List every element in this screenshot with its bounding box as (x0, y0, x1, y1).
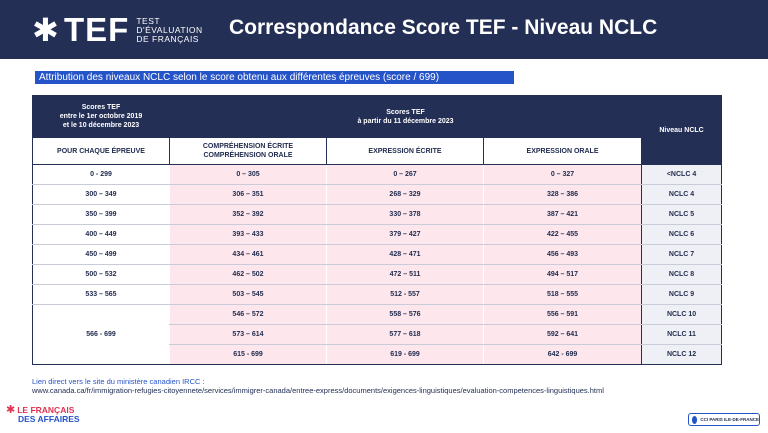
table-row (33, 285, 722, 305)
cell-oral: 518 – 555 (484, 285, 642, 305)
cell-written: 558 – 576 (327, 305, 484, 325)
logo-text: TEF (64, 11, 130, 48)
cell-comprehension: 393 – 433 (170, 225, 327, 245)
tef-logo (32, 11, 203, 48)
cell-old-score: 500 – 532 (33, 265, 170, 285)
cell-written: 577 – 618 (327, 325, 484, 345)
col-comprehension (170, 138, 327, 165)
header-line: Scores TEF (386, 108, 425, 116)
cell-oral: 494 – 517 (484, 265, 642, 285)
cell-comprehension: 0 – 305 (170, 165, 327, 185)
cell-comprehension: 546 – 572 (170, 305, 327, 325)
cell-nclc: NCLC 9 (642, 285, 722, 305)
badge-text: CCI PARIS ILE-DE-FRANCE (700, 417, 759, 422)
header-new-scores (170, 96, 642, 138)
cell-written: 0 – 267 (327, 165, 484, 185)
cell-nclc: NCLC 8 (642, 265, 722, 285)
cell-comprehension: 352 – 392 (170, 205, 327, 225)
cell-written: 472 – 511 (327, 265, 484, 285)
table-row (33, 185, 722, 205)
cell-oral: 556 – 591 (484, 305, 642, 325)
logo-line: DES AFFAIRES (18, 414, 80, 424)
header-line: entre le 1er octobre 2019 (59, 113, 143, 120)
col-written-expression: EXPRESSION ÉCRITE (327, 138, 484, 165)
section-subtitle: Attribution des niveaux NCLC selon le score obtenu aux différentes épreuves (score / 699) (35, 71, 514, 84)
cell-nclc: NCLC 7 (642, 245, 722, 265)
score-table (32, 95, 722, 365)
cell-nclc: NCLC 6 (642, 225, 722, 245)
header-bar (0, 0, 768, 59)
cell-comprehension: 462 – 502 (170, 265, 327, 285)
cci-badge (688, 413, 760, 426)
cell-oral: 642 - 699 (484, 345, 642, 365)
cell-old-score: 300 – 349 (33, 185, 170, 205)
cell-written: 268 – 329 (327, 185, 484, 205)
cell-old-score: 400 – 449 (33, 225, 170, 245)
header-line: et le 10 décembre 2023 (62, 122, 140, 129)
asterisk-icon: ✱ (32, 12, 59, 48)
table-row (33, 165, 722, 185)
cell-oral: 592 – 641 (484, 325, 642, 345)
cell-old-score: 533 – 565 (33, 285, 170, 305)
ircc-link[interactable]: www.canada.ca/fr/immigration-refugies-citoyennete/services/immigrer-canada/entree-express/documents/exigences-linguistiques/evaluation-competences-linguistiques.html (32, 386, 604, 395)
col-line: COMPRÉHENSION ÉCRITE (202, 143, 294, 150)
header-line: à partir du 11 décembre 2023 (357, 117, 454, 125)
cell-comprehension: 503 – 545 (170, 285, 327, 305)
le-francais-des-affaires-logo (6, 406, 80, 424)
cell-comprehension: 434 – 461 (170, 245, 327, 265)
cell-comprehension: 573 – 614 (170, 325, 327, 345)
cell-oral: 387 – 421 (484, 205, 642, 225)
cell-nclc: <NCLC 4 (642, 165, 722, 185)
page-title: Correspondance Score TEF - Niveau NCLC (229, 16, 658, 39)
logo-line: LE FRANÇAIS (17, 405, 75, 415)
col-line: COMPRÉHENSION ORALE (203, 152, 293, 159)
cell-nclc: NCLC 5 (642, 205, 722, 225)
cell-nclc: NCLC 12 (642, 345, 722, 365)
cell-oral: 0 – 327 (484, 165, 642, 185)
cell-written: 379 – 427 (327, 225, 484, 245)
cell-written: 330 – 378 (327, 205, 484, 225)
cell-old-score: 0 - 299 (33, 165, 170, 185)
cell-oral: 422 – 455 (484, 225, 642, 245)
col-oral-expression: EXPRESSION ORALE (484, 138, 642, 165)
col-each-test: POUR CHAQUE ÉPREUVE (33, 138, 170, 165)
cell-written: 619 - 699 (327, 345, 484, 365)
table-row (33, 245, 722, 265)
cell-old-score-merged: 566 - 699 (33, 305, 170, 365)
cell-nclc: NCLC 4 (642, 185, 722, 205)
logo-sub-line: DE FRANÇAIS (136, 33, 199, 44)
table-row (33, 225, 722, 245)
cell-comprehension: 306 – 351 (170, 185, 327, 205)
cell-old-score: 350 – 399 (33, 205, 170, 225)
cci-logo-icon (692, 416, 697, 424)
header-old-scores (33, 96, 170, 138)
logo-subtext (136, 17, 202, 44)
cell-nclc: NCLC 11 (642, 325, 722, 345)
cell-oral: 456 – 493 (484, 245, 642, 265)
cell-old-score: 450 – 499 (33, 245, 170, 265)
table-row (33, 305, 722, 325)
cell-written: 428 – 471 (327, 245, 484, 265)
table-row (33, 205, 722, 225)
asterisk-icon: ✱ (6, 404, 16, 416)
logo-sub-line: D'ÉVALUATION (136, 24, 203, 35)
header-line: Scores TEF (81, 104, 121, 111)
logo-sub-line: TEST (136, 15, 161, 26)
cell-comprehension: 615 - 699 (170, 345, 327, 365)
link-label: Lien direct vers le site du ministère canadien IRCC : (32, 377, 205, 386)
header-nclc: Niveau NCLC (642, 96, 722, 165)
cell-written: 512 - 557 (327, 285, 484, 305)
cell-oral: 328 – 386 (484, 185, 642, 205)
cell-nclc: NCLC 10 (642, 305, 722, 325)
table-row (33, 265, 722, 285)
